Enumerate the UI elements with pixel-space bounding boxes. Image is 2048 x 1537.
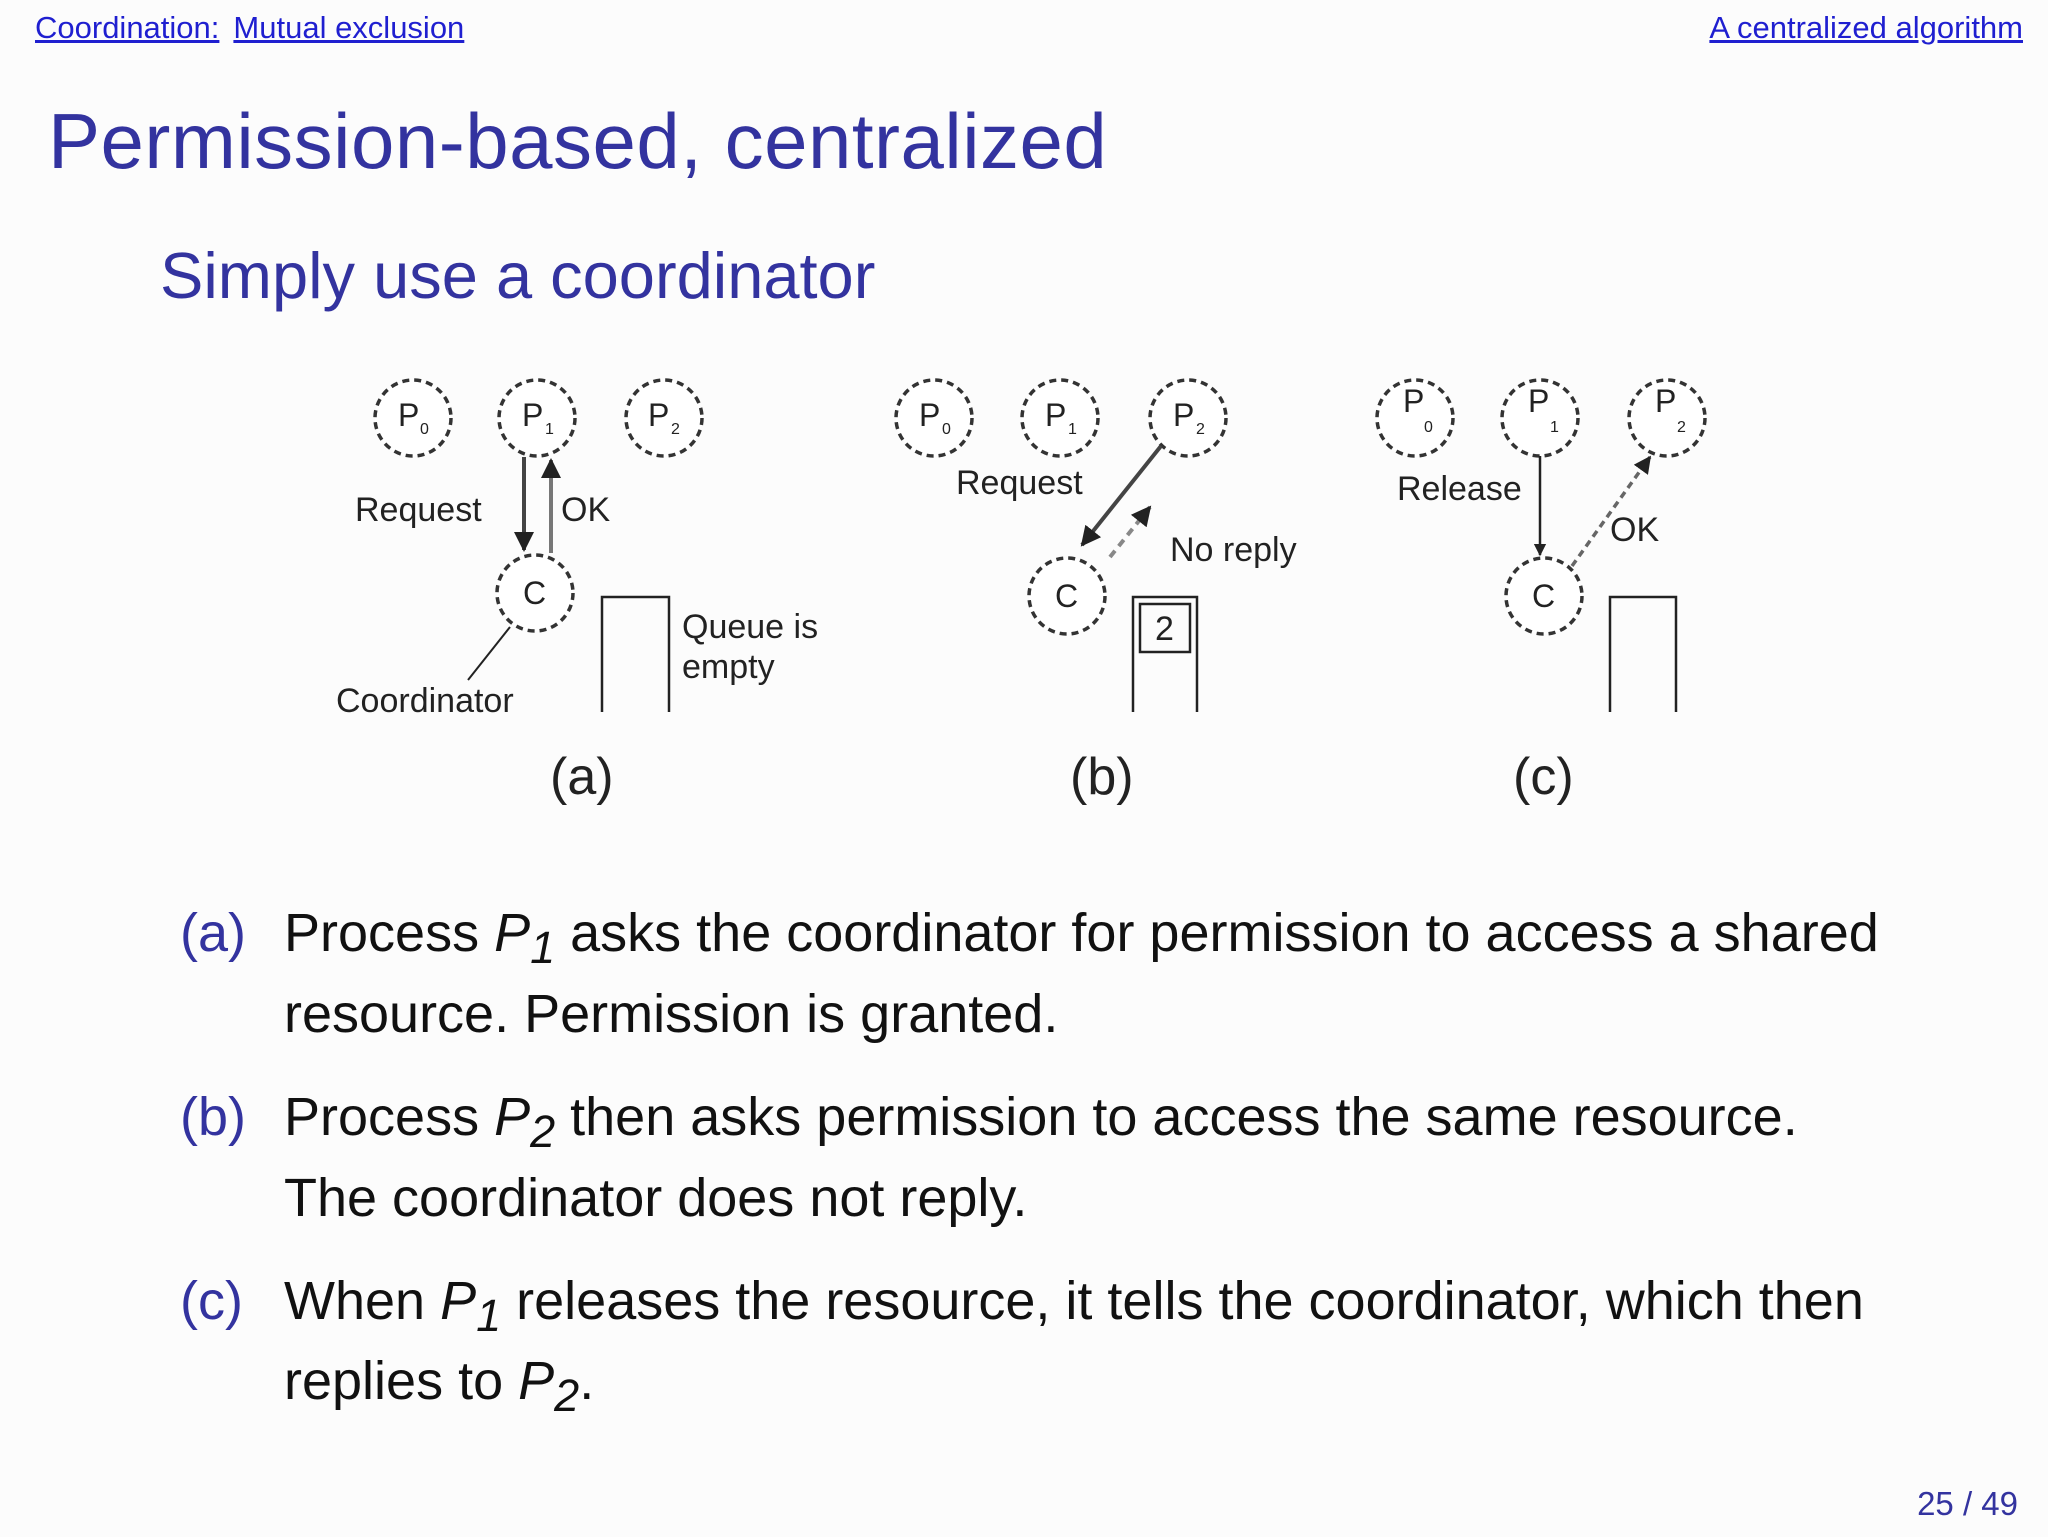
release-label-c: Release — [1397, 470, 1522, 508]
label-p-c2: P — [1655, 383, 1677, 419]
request-label-b: Request — [956, 464, 1083, 502]
no-reply-label: No reply — [1170, 531, 1297, 569]
ok-label-a: OK — [561, 491, 611, 529]
label-c-c: C — [1532, 578, 1556, 614]
sub-c2: 2 — [1677, 419, 1686, 436]
label-p-a1: P — [522, 397, 544, 433]
caption-a: (a) — [550, 748, 614, 806]
list-item — [180, 900, 1880, 1048]
label-p-a2: P — [648, 397, 670, 433]
item-label: (a) — [180, 903, 246, 963]
caption-b: (b) — [1070, 748, 1134, 806]
slide-subtitle: Simply use a coordinator — [160, 239, 876, 312]
label-p-b1: P — [1045, 397, 1067, 433]
queue-label-line1: Queue is — [682, 608, 819, 646]
request-label-a: Request — [355, 491, 482, 529]
item-text: Process $P_2$ then asks permission to access the same resource. The coordinator does not reply. — [284, 1086, 1798, 1228]
label-p-b2: P — [1173, 397, 1195, 433]
sub-b2: 2 — [1196, 421, 1205, 438]
caption-c: (c) — [1513, 748, 1574, 806]
nav-link-mutual-exclusion[interactable]: Mutual exclusion — [233, 10, 465, 45]
page-number: 25 / 49 — [1917, 1485, 2018, 1522]
nav-link-centralized-algorithm[interactable]: A centralized algorithm — [1709, 10, 2023, 45]
sub-b0: 0 — [942, 421, 951, 438]
sub-b1: 1 — [1068, 421, 1077, 438]
request-arrow-b — [1082, 446, 1161, 545]
label-c-b: C — [1055, 578, 1079, 614]
sub-a2: 2 — [671, 421, 680, 438]
sub-c1: 1 — [1550, 419, 1559, 436]
list-item — [180, 1084, 1880, 1232]
item-text: Process $P_1$ asks the coordinator for permission to access a shared resource. Permission is granted. — [284, 903, 1879, 1044]
label-p-a0: P — [398, 397, 420, 433]
queue-a — [602, 597, 669, 712]
no-reply-arrow-b — [1110, 507, 1150, 557]
explanation-list — [180, 900, 1880, 1465]
item-label: (c) — [180, 1270, 243, 1331]
sub-a1: 1 — [545, 421, 554, 438]
item-label: (b) — [180, 1086, 246, 1147]
coordinator-pointer — [468, 627, 510, 680]
list-item — [180, 1268, 1880, 1430]
coordinator-label: Coordinator — [336, 682, 514, 720]
sub-a0: 0 — [420, 421, 429, 438]
label-p-c1: P — [1528, 383, 1550, 419]
queue-c — [1610, 597, 1676, 712]
ok-label-c: OK — [1610, 511, 1660, 549]
slide-title: Permission-based, centralized — [48, 97, 1108, 185]
label-p-c0: P — [1403, 383, 1425, 419]
item-text: When $P_1$ releases the resource, it tells the coordinator, which then replies to $P_2$. — [284, 1270, 1864, 1422]
queue-item-label: 2 — [1155, 610, 1174, 648]
nav-link-coordination[interactable]: Coordination: — [35, 10, 220, 45]
label-c-a: C — [523, 575, 547, 611]
label-p-b0: P — [919, 397, 941, 433]
queue-label-line2: empty — [682, 648, 775, 686]
sub-c0: 0 — [1424, 419, 1433, 436]
